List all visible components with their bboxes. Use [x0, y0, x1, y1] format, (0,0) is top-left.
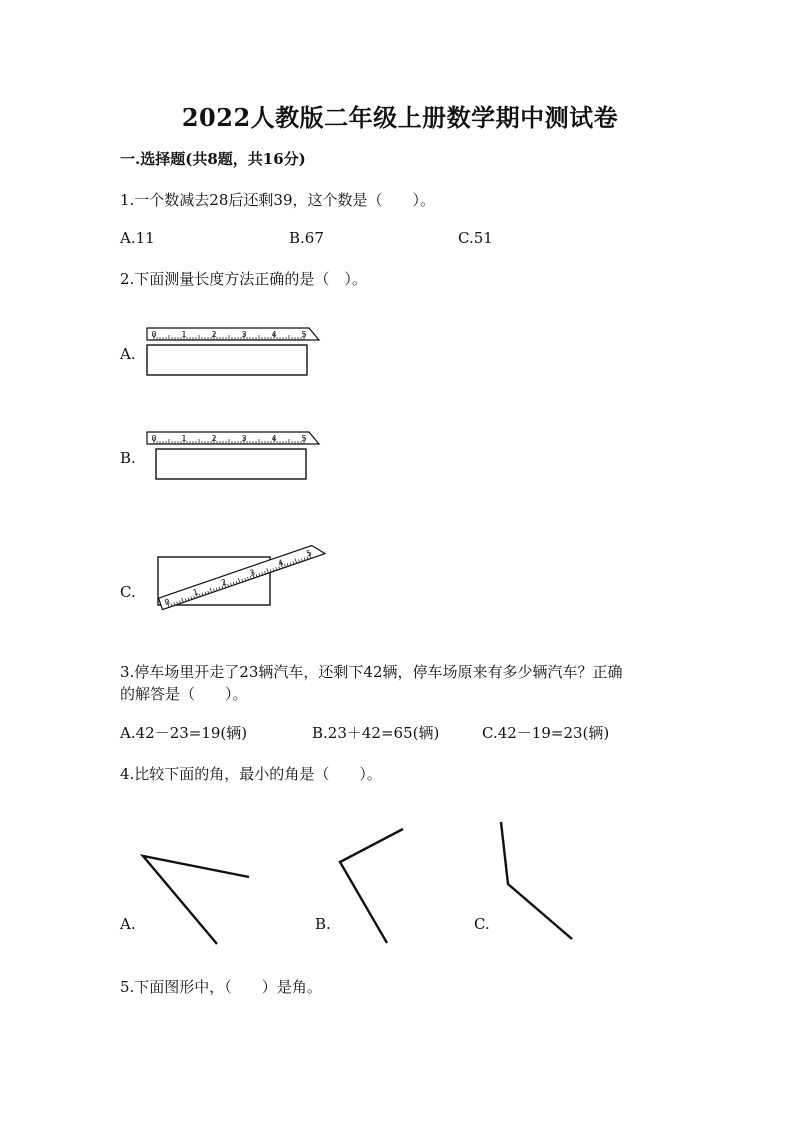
question-3-stem-line1: 3.停车场里开走了23辆汽车，还剩下42辆，停车场原来有多少辆汽车？正确	[120, 663, 623, 681]
question-4-option-a[interactable]: A.	[120, 915, 136, 933]
question-1-option-b[interactable]: B.67	[289, 229, 324, 247]
ruler-tick-label: 0	[163, 597, 172, 608]
question-1-option-a[interactable]: A.11	[120, 229, 155, 247]
ruler-tick-label: 3	[248, 567, 257, 578]
angle-a	[143, 856, 249, 944]
ruler-a	[147, 328, 319, 340]
ruler-tick-label: 5	[301, 330, 307, 339]
angle-c	[501, 822, 572, 939]
ruler-tick-label: 0	[151, 434, 157, 443]
question-3-option-a[interactable]: A.42－23=19(辆)	[120, 724, 248, 742]
question-3-option-b[interactable]: B.23＋42=65(辆)	[312, 724, 440, 742]
angle-figures	[0, 800, 800, 960]
question-1-stem: 1.一个数减去28后还剩39，这个数是（ ）。	[120, 191, 435, 209]
question-1-option-c[interactable]: C.51	[458, 229, 493, 247]
question-3-stem-line2: 的解答是（ ）。	[120, 685, 248, 703]
ruler-tick-label: 1	[181, 434, 187, 443]
ruler-tick-label: 2	[211, 434, 217, 443]
ruler-tick-label: 2	[220, 577, 228, 588]
ruler-tick-label: 4	[276, 557, 285, 569]
ruler-tick-label: 1	[181, 330, 187, 339]
question-2-option-b[interactable]: B.	[120, 449, 136, 467]
ruler-tick-label: 3	[241, 330, 247, 339]
question-3-option-c[interactable]: C.42－19=23(辆)	[482, 724, 610, 742]
measured-bar-b	[156, 449, 306, 479]
ruler-tick-label: 5	[305, 548, 313, 559]
question-4-option-c[interactable]: C.	[474, 915, 490, 933]
question-4-option-b[interactable]: B.	[315, 915, 331, 933]
ruler-tick-label: 1	[191, 587, 200, 598]
ruler-c	[159, 542, 326, 609]
ruler-figure-a	[145, 326, 325, 378]
question-4-stem: 4.比较下面的角，最小的角是（ ）。	[120, 765, 382, 783]
measured-bar-a	[147, 345, 307, 375]
page-title: 2022人教版二年级上册数学期中测试卷	[181, 103, 619, 132]
ruler-tick-label: 0	[151, 330, 157, 339]
question-2-option-c[interactable]: C.	[120, 583, 136, 601]
section-heading: 一.选择题(共8题，共16分)	[120, 150, 306, 168]
ruler-figure-c	[150, 535, 330, 615]
ruler-body	[147, 328, 319, 340]
question-5-stem: 5.下面图形中，（ ）是角。	[120, 978, 322, 996]
ruler-body	[159, 542, 326, 609]
ruler-tick-label: 3	[241, 434, 247, 443]
ruler-b	[147, 432, 319, 444]
ruler-body	[147, 432, 319, 444]
ruler-tick-label: 2	[211, 330, 217, 339]
ruler-tick-label: 4	[271, 434, 277, 443]
angle-b	[340, 829, 403, 943]
question-2-stem: 2.下面测量长度方法正确的是（ ）。	[120, 270, 367, 288]
ruler-tick-label: 5	[301, 434, 307, 443]
ruler-tick-label: 4	[271, 330, 277, 339]
ruler-figure-b	[145, 430, 325, 482]
question-2-option-a[interactable]: A.	[120, 345, 136, 363]
